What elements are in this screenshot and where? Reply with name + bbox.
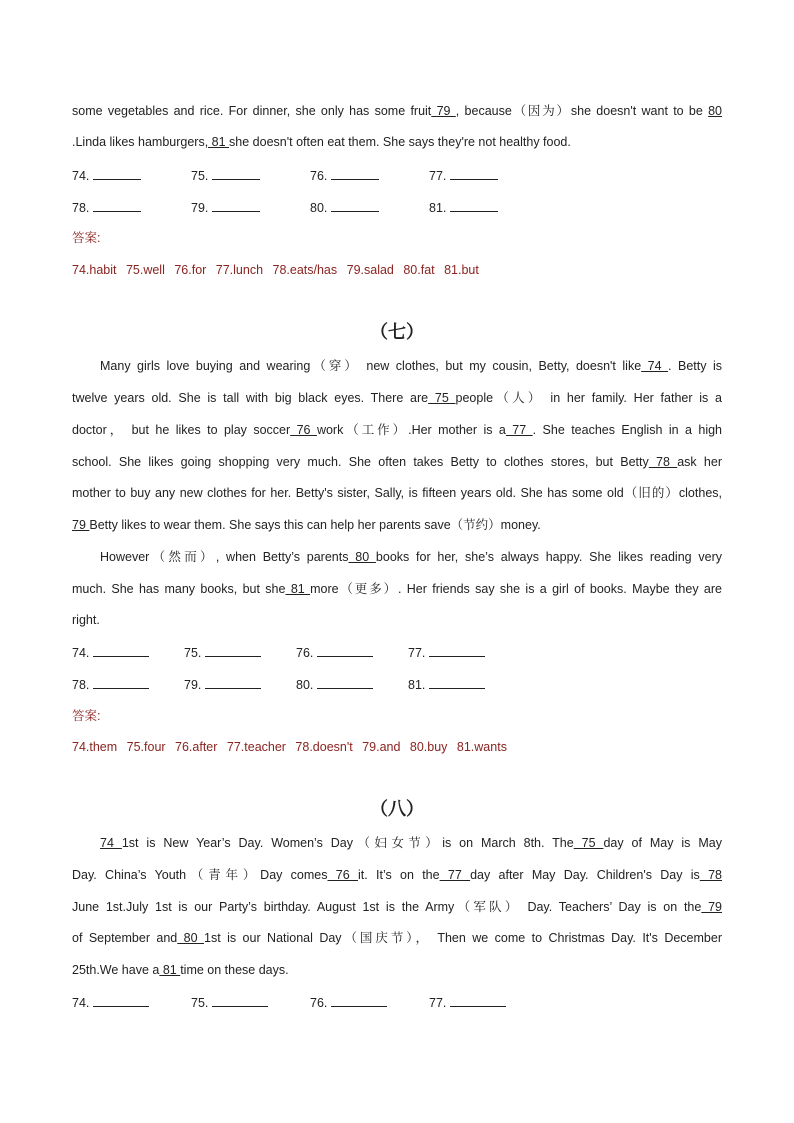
passage-text: , because（因为）she doesn't want to be xyxy=(455,104,709,118)
blank-81: , 81 xyxy=(204,135,230,149)
section-heading: （七） xyxy=(370,322,424,343)
answer-slot: 79. xyxy=(184,676,261,693)
answer-slot: 81. xyxy=(429,199,498,216)
answer-slot: 74. xyxy=(72,644,149,661)
passage-line: 25th.We have a 81 time on these days. xyxy=(72,963,289,977)
blank-78: 78 xyxy=(648,455,678,469)
blank-77: 77 xyxy=(505,423,533,437)
answer-slot: 81. xyxy=(408,676,485,693)
blank-80: 80 xyxy=(708,104,723,118)
answer-key: 74.them 75.four 76.after 77.teacher 78.doesn't 79.and 80.buy 81.wants xyxy=(72,740,507,754)
answer-slot: 78. xyxy=(72,199,141,216)
answer-slot: 79. xyxy=(191,199,260,216)
passage-text: .Linda likes hamburgers xyxy=(72,135,205,149)
answer-slot: 77. xyxy=(429,167,498,184)
answer-key: 74.habit 75.well 76.for 77.lunch 78.eats/has 79.salad 80.fat 81.but xyxy=(72,263,479,277)
blank-79: 79 xyxy=(701,900,722,914)
blank-75: 75 xyxy=(573,836,604,850)
passage-line: of September and 80 1st is our National Day（国庆节）， Then we come to Christmas Day. It's December xyxy=(72,931,722,945)
passage-line xyxy=(72,103,722,119)
passage-line: 79 Betty likes to wear them. She says this can help her parents save（节约）money. xyxy=(72,518,541,532)
answer-slot: 77. xyxy=(408,644,485,661)
blank-77: 77 xyxy=(439,868,471,882)
blank-76: 76 xyxy=(290,423,317,437)
answer-slot: 74. xyxy=(72,167,141,184)
answer-slot: 78. xyxy=(72,676,149,693)
blank-74: 74 xyxy=(641,359,669,373)
blank-80: 80 xyxy=(348,550,376,564)
answer-slot: 76. xyxy=(310,994,387,1011)
answer-slot: 76. xyxy=(296,644,373,661)
passage-line: Many girls love buying and wearing（穿） new clothes, but my cousin, Betty, doesn't like 74 . Betty is xyxy=(100,359,722,373)
answer-label: 答案: xyxy=(72,709,101,723)
passage-text: some vegetables and rice. For dinner, she only has some fruit xyxy=(72,104,432,118)
answer-slot: 74. xyxy=(72,994,149,1011)
passage-line: 74 1st is New Year’s Day. Women’s Day（妇女节）is on March 8th. The 75 day of May is May xyxy=(100,836,722,850)
passage-line: June 1st.July 1st is our Party’s birthday. August 1st is the Army（军队） Day. Teachers’ Day is on the 79 xyxy=(72,900,722,914)
passage-line: doctor， but he likes to play soccer 76 work（工作）.Her mother is a 77 . She teaches English in a high xyxy=(72,423,722,437)
passage-line: twelve years old. She is tall with big black eyes. There are 75 people（人） in her family. Her father is a xyxy=(72,391,722,405)
answer-slot: 75. xyxy=(191,167,260,184)
passage-text: she doesn't often eat them. She says they're not healthy food. xyxy=(229,135,571,149)
passage-line: school. She likes going shopping very much. She often takes Betty to clothes stores, but Betty 78 ask her xyxy=(72,455,722,469)
blank-81: 81 xyxy=(285,582,311,596)
passage-line: However（然而）, when Betty’s parents 80 books for her, she’s always happy. She likes reading very xyxy=(100,550,722,564)
blank-75: 75 xyxy=(428,391,456,405)
answer-slot: 80. xyxy=(310,199,379,216)
passage-line xyxy=(72,134,722,150)
answer-label: 答案: xyxy=(72,231,101,245)
answer-slot: 76. xyxy=(310,167,379,184)
passage-line: Day. China’s Youth（青年）Day comes 76 it. It’s on the 77 day after May Day. Children's Day is 78 xyxy=(72,868,722,882)
blank-80: 80 xyxy=(177,931,205,945)
blank-81: 81 xyxy=(159,963,181,977)
passage-line: much. She has many books, but she 81 more（更多）. Her friends say she is a girl of books. Maybe they are xyxy=(72,582,722,596)
answer-slot: 80. xyxy=(296,676,373,693)
blank-79: 79 xyxy=(72,518,90,532)
blank-76: 76 xyxy=(327,868,358,882)
passage-line: right. xyxy=(72,613,100,627)
answer-slot: 75. xyxy=(191,994,268,1011)
blank-79: 79 xyxy=(431,104,456,118)
blank-74: 74 xyxy=(100,836,122,850)
section-heading: （八） xyxy=(370,799,424,820)
answer-slot: 75. xyxy=(184,644,261,661)
blank-78: 78 xyxy=(699,868,722,882)
passage-line: mother to buy any new clothes for her. Betty's sister, Sally, is fifteen years old. She has some old（旧的）clothes, xyxy=(72,486,722,500)
answer-slot: 77. xyxy=(429,994,506,1011)
